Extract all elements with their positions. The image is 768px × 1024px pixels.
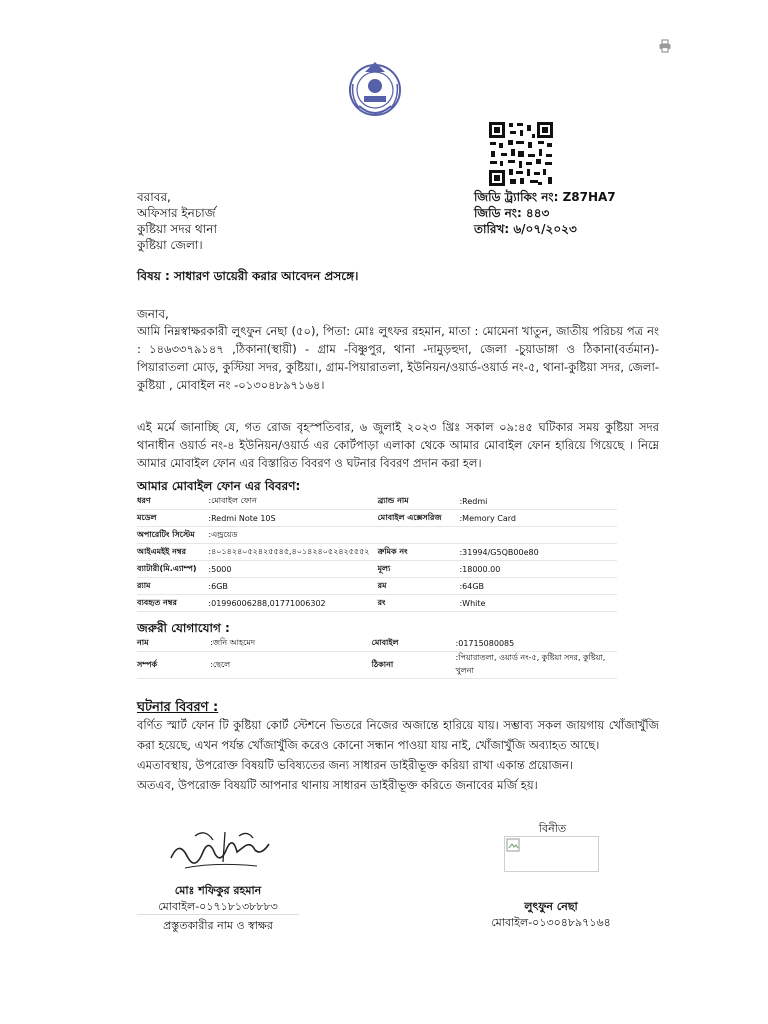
qr-code [488, 121, 554, 187]
table-row [137, 595, 617, 612]
field-label: রং [378, 595, 460, 612]
address-line: বরাবর, [137, 190, 171, 204]
signature-divider [137, 914, 299, 915]
phone-section-title: আমার মোবাইল ফোন এর বিবরণ: [137, 479, 301, 493]
field-label: ক্রমিক নং [378, 544, 460, 561]
table-row [137, 493, 617, 510]
address-line: কুষ্টিয়া সদর থানা [137, 222, 217, 236]
field-label: ব্যবহৃত নম্বর [137, 595, 208, 612]
gd-number: জিডি নং: ৪৪৩ [474, 206, 550, 220]
field-value: :5000 [208, 561, 377, 578]
table-row [137, 527, 617, 544]
field-label: ব্র্যান্ড নাম [378, 493, 460, 510]
field-value: :01715080085 [456, 635, 617, 652]
field-label: ব্যাটারী(মি.এ্যাম্প) [137, 561, 208, 578]
emergency-contact-table [137, 635, 617, 679]
field-value: :6GB [208, 578, 377, 595]
field-value: :01996006288,01771006302 [208, 595, 377, 612]
table-row [137, 544, 617, 561]
field-value: :ছেলে [210, 652, 371, 679]
applicant-name: লুৎফুন নেছা [524, 900, 578, 913]
field-value: :White [459, 595, 617, 612]
field-value: :৪০১৪২৪০৫২৪২৫৫৪৫,৪০১৪২৪০৫২৪২৫৫৫২ [208, 544, 377, 561]
contact-section-title: জরুরী যোগাযোগ : [137, 621, 230, 635]
table-row [137, 510, 617, 527]
phone-details-table [137, 493, 617, 612]
intro-paragraph: আমি নিম্নস্বাক্ষরকারী লুৎফুন নেছা (৫০), পিতা: মোঃ লুৎফর রহমান, মাতা : মোমেনা খাতুন, জাতীয় পরিচয় পত্র নং : ১৪৬৩৩৭৯১৪৭ ,ঠিকানা(স্থায়ী) - গ্রাম -বিষ্ণুপুর, থানা -দামুড়হুদা, জেলা -চুয়াডাঙ্গা ও ঠিকানা(বর্তমান)- পিয়ারাতলা মোড়, কুস্টিয়া সদর, কুষ্টিয়া।, গ্রাম-পিয়ারাতলা, ইউনিয়ন/ওয়ার্ড-ওয়ার্ড নং-৫, থানা-কুষ্টিয়া সদর, জেলা-কুষ্টিয়া , মোবাইল নং -০১৩০৪৮৯৭১৬৪। [137, 324, 659, 392]
officer-signature-label: প্রস্তুতকারীর নাম ও স্বাক্ষর [163, 919, 273, 932]
field-label: মূল্য [378, 561, 460, 578]
field-value: :জনি আহমেদ [210, 635, 371, 652]
address-line: অফিসার ইনচার্জ [137, 206, 216, 220]
table-row [137, 578, 617, 595]
address-line: কুষ্টিয়া জেলা। [137, 238, 203, 252]
officer-name: মোঃ শফিকুর রহমান [174, 884, 262, 897]
closing-word: বিনীত [538, 822, 567, 835]
incident-line: এমতাবস্থায়, উপরোক্ত বিষয়টি ভবিষ্যতের জন্য সাধারন ডাইরীভূক্ত করিয়া রাখা একান্ত প্রয়োজন। [137, 758, 573, 772]
applicant-signature-image [504, 836, 599, 872]
subject-line: বিষয় : সাধারণ ডায়েরী করার আবেদন প্রসঙ্গে। [137, 269, 359, 283]
field-label: নাম [137, 635, 210, 652]
gd-date: তারিখ: ৬/০৭/২০২৩ [474, 222, 577, 236]
field-label: ধরণ [137, 493, 208, 510]
police-emblem [347, 58, 403, 124]
recipient-address [137, 189, 217, 253]
field-label: অপারেটিং সিস্টেম [137, 527, 208, 544]
incident-line: অতএব, উপরোক্ত বিষয়টি আপনার থানায় সাধারন ডাইরীভূক্ত করিতে জনাবের মর্জি হয়। [137, 778, 538, 792]
officer-mobile: মোবাইল-০১৭১৮১৩৮৮৮৩ [158, 900, 278, 913]
applicant-mobile: মোবাইল-০১৩০৪৮৯৭১৬৪ [491, 916, 611, 929]
incident-description [137, 715, 659, 795]
print-icon[interactable] [658, 38, 672, 52]
field-label: ঠিকানা [372, 652, 456, 679]
table-row [137, 652, 617, 679]
statement-paragraph: এই মর্মে জানাচ্ছি যে, গত রোজ বৃহস্পতিবার, ৬ জুলাই ২০২৩ খ্রিঃ সকাল ০৯:৪৫ ঘটিকার সময় কুষ্টিয়া সদর থানাধীন ওয়ার্ড নং-৪ ইউনিয়ন/ওয়ার্ড এর কোর্টপাড়া এলাকা থেকে আমার মোবাইল ফোন হারিয়ে গিয়েছে । নিম্নে আমার মোবাইল ফোন এর বিস্তারিত বিবরণ ও ঘটনার বিবরণ প্রদান করা হল। [137, 420, 659, 470]
field-label: রম [378, 578, 460, 595]
salutation: জনাব, [137, 307, 169, 321]
field-value: :Redmi Note 10S [208, 510, 377, 527]
incident-line: বর্ণিত স্মার্ট ফোন টি কুষ্টিয়া কোর্ট স্টেশনে ভিতরে নিজের অজান্তে হারিয়ে যায়। সম্ভাব্য সকল জায়গায় খোঁজাখুঁজি করা হয়েছে, এখন পর্যন্ত খোঁজাখুঁজি করেও কোনো সন্ধান পাওয়া যায় নাই, খোঁজাখুঁজি অব্যাহত আছে। [137, 718, 659, 752]
gd-info-block [474, 189, 616, 237]
incident-title: ঘটনার বিবরণ : [137, 700, 219, 715]
field-value: :18000.00 [459, 561, 617, 578]
table-row [137, 561, 617, 578]
field-label: র‍্যাম [137, 578, 208, 595]
field-label: আইএমইই নম্বর [137, 544, 208, 561]
field-label: মোবাইল [372, 635, 456, 652]
field-value [459, 527, 617, 544]
officer-signature-image [165, 818, 275, 880]
field-label [378, 527, 460, 544]
field-value: :পিয়ারাতলা, ওয়ার্ড নং-৫, কুষ্টিয়া সদর, কুষ্টিয়া, খুলনা [456, 652, 617, 679]
field-value: :Redmi [459, 493, 617, 510]
field-value: :এন্ড্রয়েড [208, 527, 377, 544]
field-value: :64GB [459, 578, 617, 595]
field-label: সম্পর্ক [137, 652, 210, 679]
gd-tracking-number: জিডি ট্র্যাকিং নং: Z87HA7 [474, 190, 616, 204]
field-label: মোবাইল এক্সেসরিজ [378, 510, 460, 527]
table-row [137, 635, 617, 652]
field-value: :মোবাইল ফোন [208, 493, 377, 510]
field-value: :31994/G5QB00e80 [459, 544, 617, 561]
field-label: মডেল [137, 510, 208, 527]
field-value: :Memory Card [459, 510, 617, 527]
